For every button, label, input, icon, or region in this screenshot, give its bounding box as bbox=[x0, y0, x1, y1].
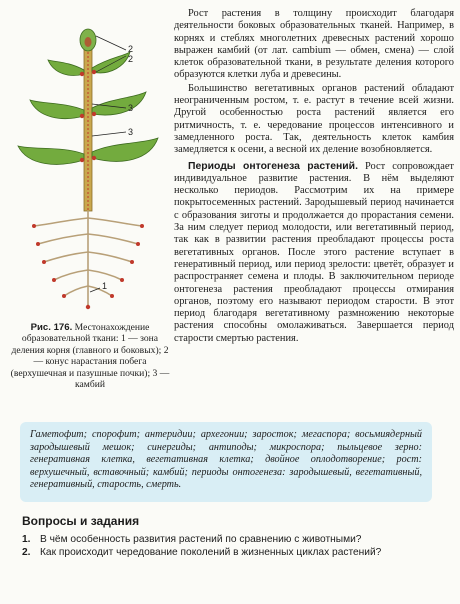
label-2b: 2 bbox=[128, 54, 134, 64]
paragraph-ontogenesis-text: Рост сопровождает индивидуальное развитие растения. В нём выделяют несколько периодов. Рассмотрим их на примере покрытосеменных растений. Зародышевый период начинается с образования зиготы и продолжается до прорастания семени. За ним следует период молодости, или вегетативный период, так как в развитии растения преобладают процессы роста вегетативных органов. После этого растение вступает в генеративный период, или период зрелости: цветёт, образует и распространяет семена и плоды. В заключительном периоде онтогенеза растения преобладают процессы отмирания органов, поэтому его называют периодом старости. В этот период благодаря вегетативному размножению некоторые растения способны омолаживаться. Завершается период старости смертью растения. bbox=[174, 160, 454, 344]
questions-list bbox=[22, 533, 442, 559]
label-3a: 3 bbox=[128, 103, 134, 113]
main-text bbox=[174, 8, 454, 346]
question-number: 2. bbox=[22, 547, 31, 558]
figure-caption bbox=[6, 322, 174, 390]
question-item bbox=[22, 546, 442, 559]
root-system bbox=[34, 211, 142, 306]
plant-figure bbox=[8, 6, 166, 316]
question-text: Как происходит чередование поколений в жизненных циклах растений? bbox=[40, 547, 382, 558]
question-item bbox=[22, 533, 442, 546]
keywords-box: Гаметофит; спорофит; антеридии; архегонии; заросток; мегаспора; восьмиядерный зародышевый мешок; синергиды; антиподы; микроспора; пыльцевое зерно: генеративная клетка, вегетативная клетка; двойное оплодотворение; рост: верхушечный, вставочный; камбий; периоды онтогенеза: зародышевый, вегетативный, генеративный, старость, смерть. bbox=[20, 422, 432, 502]
paragraph-ontogenesis bbox=[174, 161, 454, 345]
section-heading: Периоды онтогенеза растений. bbox=[188, 160, 358, 172]
question-number: 1. bbox=[22, 534, 31, 545]
label-1: 1 bbox=[102, 281, 108, 291]
paragraph-growth: Большинство вегетативных органов растений обладают неограниченным ростом, т. е. растут в течение всей жизни. Другой особенностью роста растений является его ритмичность, т. е. чередование процессов интенсивного и замедленного роста. Так, деятельность клеток камбия замедляется к осени, а весной их деление возобновляется. bbox=[174, 82, 454, 156]
label-3b: 3 bbox=[128, 127, 134, 137]
caption-text: Местонахождение образовательной ткани: 1 — зона деления корня (главного и боковых); 2 — конус нарастания побега (верхушечная и пазушные почки); 3 — камбий bbox=[10, 322, 170, 391]
questions-title: Вопросы и задания bbox=[22, 514, 140, 528]
label-2a: 2 bbox=[128, 44, 134, 54]
caption-title: Рис. 176. bbox=[30, 322, 73, 333]
question-text: В чём особенность развития растений по сравнению с животными? bbox=[40, 534, 362, 545]
paragraph-cambium: Рост растения в толщину происходит благодаря деятельности боковых образовательных тканей. Например, в корнях и стеблях многолетних древесных растений хорошо выражен камбий (от лат. cambium — обмен, смена) — слой клеток образовательной ткани, в результате деления которого образуются клетки луба и древесины. bbox=[174, 8, 454, 81]
